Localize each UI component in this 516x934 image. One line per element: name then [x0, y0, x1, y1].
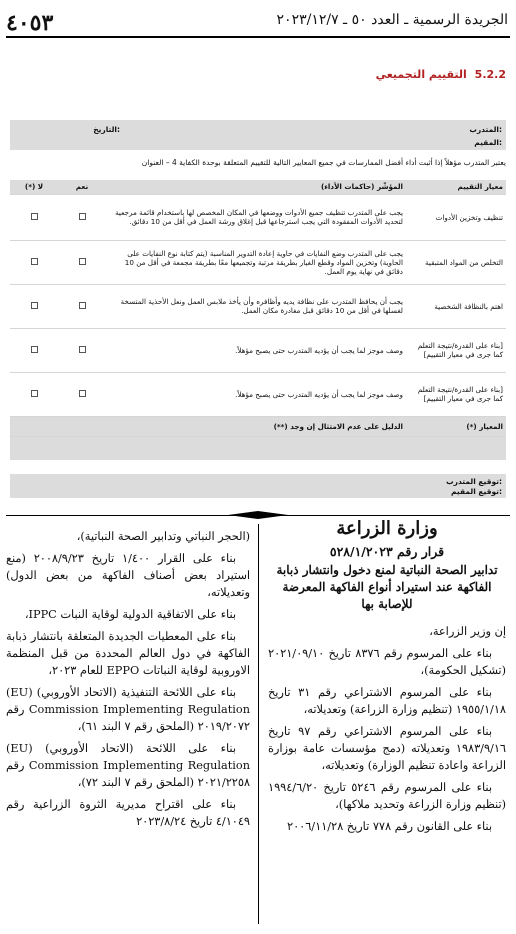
decree-right-column	[268, 520, 506, 840]
decree-paragraph: بناء على اللائحة التنفيذية (الاتحاد الأوروبي) (EU) Commission Implementing Regulation رقم ٢٠١٩/٢٠٧٢ (الملحق رقم ٧ البند ٦١)،	[6, 686, 250, 733]
yes-checkbox[interactable]	[79, 258, 86, 265]
row-indicator: يجب على المتدرب تنظيف جميع الأدوات ووضعها في المكان المخصص لها باستخدام قائمة مرجعية لتحديد الأدوات المفقودة التي يجب استرجاعها قبل إغلاق ورشة العمل في أقل من 10 دقائق.	[106, 194, 406, 240]
table-row	[10, 372, 506, 416]
yes-cell	[58, 328, 106, 372]
no-cell	[10, 194, 58, 240]
decree-paragraph: بناء على المرسوم رقم ٥٢٤٦ تاريخ ١٩٩٤/٦/٢٠ (تنظيم وزارة الزراعة وتحديد ملاكها)،	[268, 781, 506, 811]
no-cell	[10, 372, 58, 416]
yes-cell	[58, 240, 106, 284]
signature-box	[10, 474, 506, 498]
no-checkbox[interactable]	[31, 390, 38, 397]
assessor-signature-label: توقيع المقيم:	[451, 487, 502, 496]
yes-checkbox[interactable]	[79, 346, 86, 353]
decree-paragraph: إن وزير الزراعة،	[429, 625, 506, 638]
table-row	[10, 194, 506, 240]
yes-cell	[58, 372, 106, 416]
decree-paragraph: بناء على الاتفاقية الدولية لوقاية النبات IPPC،	[24, 608, 236, 621]
decree-paragraph: (الحجر النباتي وتدابير الصحة النباتية)،	[76, 530, 250, 543]
decree-paragraph: بناء على اللائحة (الاتحاد الأوروبي) (EU) Commission Implementing Regulation رقم ٢٠٢١/٢٢٥٨ (الملحق رقم ٧ البند ٧٢)،	[6, 742, 250, 789]
row-criterion: اهتم بالنظافة الشخصية	[406, 284, 506, 328]
no-checkbox[interactable]	[31, 346, 38, 353]
yes-checkbox[interactable]	[79, 302, 86, 309]
column-rule	[258, 524, 259, 924]
no-checkbox[interactable]	[31, 213, 38, 220]
row-criterion: التخلص من المواد المتبقية	[406, 240, 506, 284]
header-rule	[6, 36, 510, 38]
table-header-row	[10, 180, 506, 194]
row-criterion: [بناء على القدرة/نتيجة التعلم كما جرى في معيار التقييم]	[406, 372, 506, 416]
row-indicator: وصف موجز لما يجب أن يؤديه المتدرب حتى يصبح مؤهلاً.	[106, 328, 406, 372]
page-number: ٤٠٥٣	[6, 10, 54, 36]
yes-cell	[58, 194, 106, 240]
decree-paragraph: بناء على القرار ١/٤٠٠ تاريخ ٢٠٠٨/٩/٢٣ (منع استيراد بعض أصناف الفاكهة من بعض الدول) وتعديلاته،	[6, 552, 250, 599]
footer-criterion: المعيار (*)	[406, 416, 506, 436]
section-number: 5.2.2	[474, 68, 506, 81]
decree-left-column	[6, 528, 250, 835]
evidence-area	[10, 436, 506, 460]
no-checkbox[interactable]	[31, 258, 38, 265]
decree-paragraph: بناء على المرسوم الاشتراعي رقم ٩٧ تاريخ ١٩٨٣/٩/١٦ وتعديلاته (دمج مؤسسات عامة بوزارة الزراعة واعادة تنظيم الوزارة) وتعديلاته،	[268, 725, 506, 772]
no-checkbox[interactable]	[31, 302, 38, 309]
assessor-label: المقيم:	[474, 138, 502, 147]
section-heading	[376, 68, 506, 81]
decree-subject: تدابير الصحة النباتية لمنع دخول وانتشار ذبابة الفاكهة عند استيراد أنواع الفاكهة المعرضة للإصابة بها	[276, 563, 498, 611]
col-header-no: لا (*)	[10, 180, 58, 194]
row-indicator: يجب على المتدرب وضع النفايات في حاوية إعادة التدوير المناسبة (يتم كتابة نوع النفايات على الحاوية) وتخزين المواد وقطع الغيار بطريقة مرتبة وتجميعها معًا بطريقة مجمعة في أقل من 10 دقائق في نهاية يوم العمل.	[106, 240, 406, 284]
decree-paragraph: بناء على المرسوم الاشتراعي رقم ٣١ تاريخ ١٩٥٥/١/١٨ (تنظيم وزارة الزراعة) وتعديلاته،	[268, 686, 506, 716]
decree-number: قرار رقم ٥٢٨/١/٢٠٢٣	[329, 544, 445, 559]
decree-paragraph: بناء على المرسوم رقم ٨٣٧٦ تاريخ ٢٠٢١/٠٩/١٠ (تشكيل الحكومة)،	[268, 647, 506, 677]
col-header-criterion: معيار التقييم	[406, 180, 506, 194]
table-row	[10, 284, 506, 328]
row-criterion: [بناء على القدرة/نتيجة التعلم كما جرى في معيار التقييم]	[406, 328, 506, 372]
gazette-header-title: الجريدة الرسمية ـ العدد ٥٠ ـ ٢٠٢٣/١٢/٧	[276, 12, 508, 28]
table-row	[10, 240, 506, 284]
no-cell	[10, 328, 58, 372]
decree-paragraph: بناء على اقتراح مديرية الثروة الزراعية رقم ٤/١٠٤٩ تاريخ ٢٠٢٣/٨/٢٤	[6, 798, 250, 828]
yes-checkbox[interactable]	[79, 390, 86, 397]
col-header-indicator: المؤشّر (حاكمات الأداء)	[106, 180, 406, 194]
ministry-title: وزارة الزراعة	[336, 518, 438, 539]
table-row	[10, 328, 506, 372]
footer-evidence: الدليل على عدم الامتثال إن وجد (**)	[10, 416, 406, 436]
assessment-table	[10, 180, 506, 460]
trainee-signature-label: توقيع المتدرب:	[446, 477, 502, 486]
row-indicator: وصف موجز لما يجب أن يؤديه المتدرب حتى يصبح مؤهلاً.	[106, 372, 406, 416]
decree-paragraph: بناء على القانون رقم ٧٧٨ تاريخ ٢٠٠٦/١١/٢٨	[287, 820, 492, 833]
yes-cell	[58, 284, 106, 328]
no-cell	[10, 240, 58, 284]
trainee-info-box	[10, 120, 506, 150]
yes-checkbox[interactable]	[79, 213, 86, 220]
divider-ornament	[228, 511, 288, 519]
section-title: التقييم التجميعي	[375, 68, 467, 81]
row-indicator: يجب أن يحافظ المتدرب على نظافة يديه وأظافره وأن يأخذ ملابس العمل ونعل الأحذية المتسخة لغسلها في أقل من 10 دقائق قبل مغادرة مكان العمل.	[106, 284, 406, 328]
assessment-intro: يعتبر المتدرب مؤهلاً إذا أثبت أداء أفضل الممارسات في جميع المعايير التالية للتقييم المتعلقة بوحدة الكفاية 4 – العنوان	[141, 158, 506, 167]
col-header-yes: نعم	[58, 180, 106, 194]
no-cell	[10, 284, 58, 328]
table-footer-row	[10, 416, 506, 436]
trainee-label: المتدرب:	[469, 125, 502, 134]
decree-paragraph: بناء على المعطيات الجديدة المتعلقة بانتشار ذبابة الفاكهة في دول العالم المحددة من قبل المنظمة الاوروبية لوقاية النباتات EPPO للعام ٢٠٢٣،	[6, 630, 250, 677]
date-label: التاريخ:	[93, 125, 120, 134]
row-criterion: تنظيف وتخزين الأدوات	[406, 194, 506, 240]
